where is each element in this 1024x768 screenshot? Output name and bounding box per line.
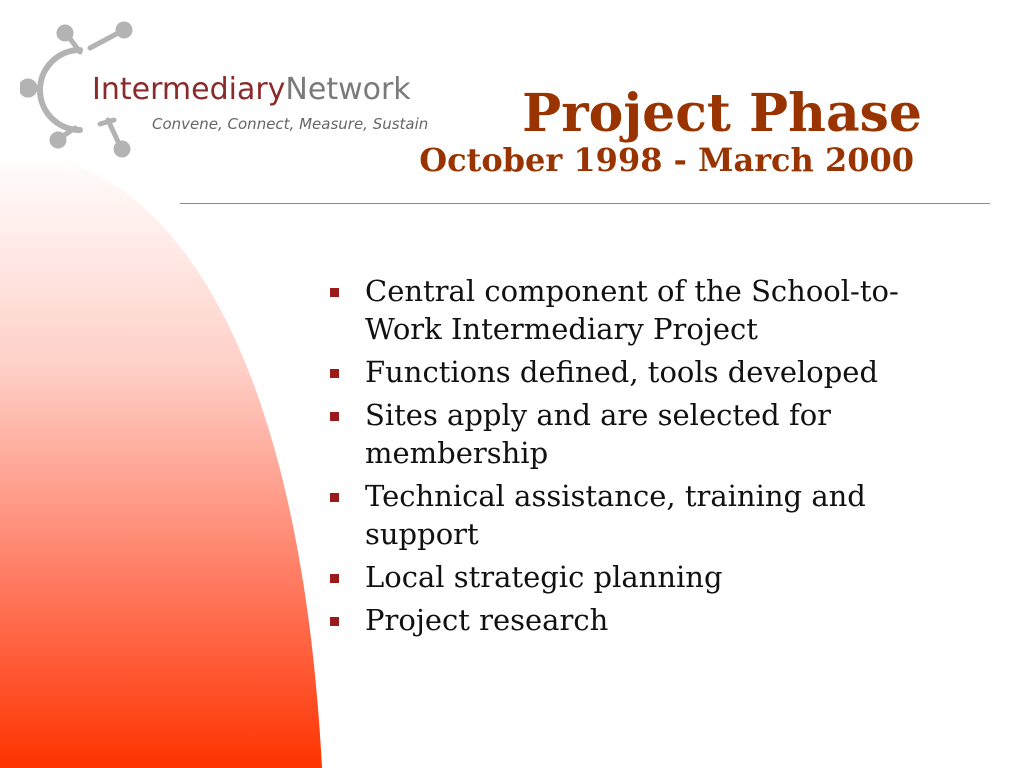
bullet-text: Local strategic planning [365, 560, 723, 594]
bullet-text: Functions defined, tools developed [365, 355, 879, 389]
logo-name-part2: Network [285, 72, 411, 107]
bullet-item [324, 272, 934, 348]
slide-title: Project Phase [522, 83, 922, 144]
bullet-text: Central component of the School-to-Work Intermediary Project [365, 274, 899, 346]
slide-subtitle: October 1998 - March 2000 [419, 141, 914, 179]
square-bullet-icon [330, 574, 339, 583]
logo-tagline: Convene, Connect, Measure, Sustain [152, 115, 429, 133]
logo-name-part1: Intermediary [92, 72, 286, 107]
bullet-item [324, 353, 934, 391]
bullet-text: Technical assistance, training and support [365, 479, 866, 551]
square-bullet-icon [330, 412, 339, 421]
square-bullet-icon [330, 493, 339, 502]
bullet-item [324, 396, 934, 472]
bullet-item [324, 558, 934, 596]
square-bullet-icon [330, 369, 339, 378]
square-bullet-icon [330, 617, 339, 626]
intermediary-network-logo [20, 20, 460, 170]
bullet-text: Sites apply and are selected for membership [365, 398, 832, 470]
bullet-item [324, 601, 934, 639]
bullet-list [324, 272, 934, 644]
bullet-text: Project research [365, 603, 609, 637]
logo-wordmark [92, 70, 411, 110]
title-divider [180, 203, 990, 204]
square-bullet-icon [330, 288, 339, 297]
bullet-item [324, 477, 934, 553]
